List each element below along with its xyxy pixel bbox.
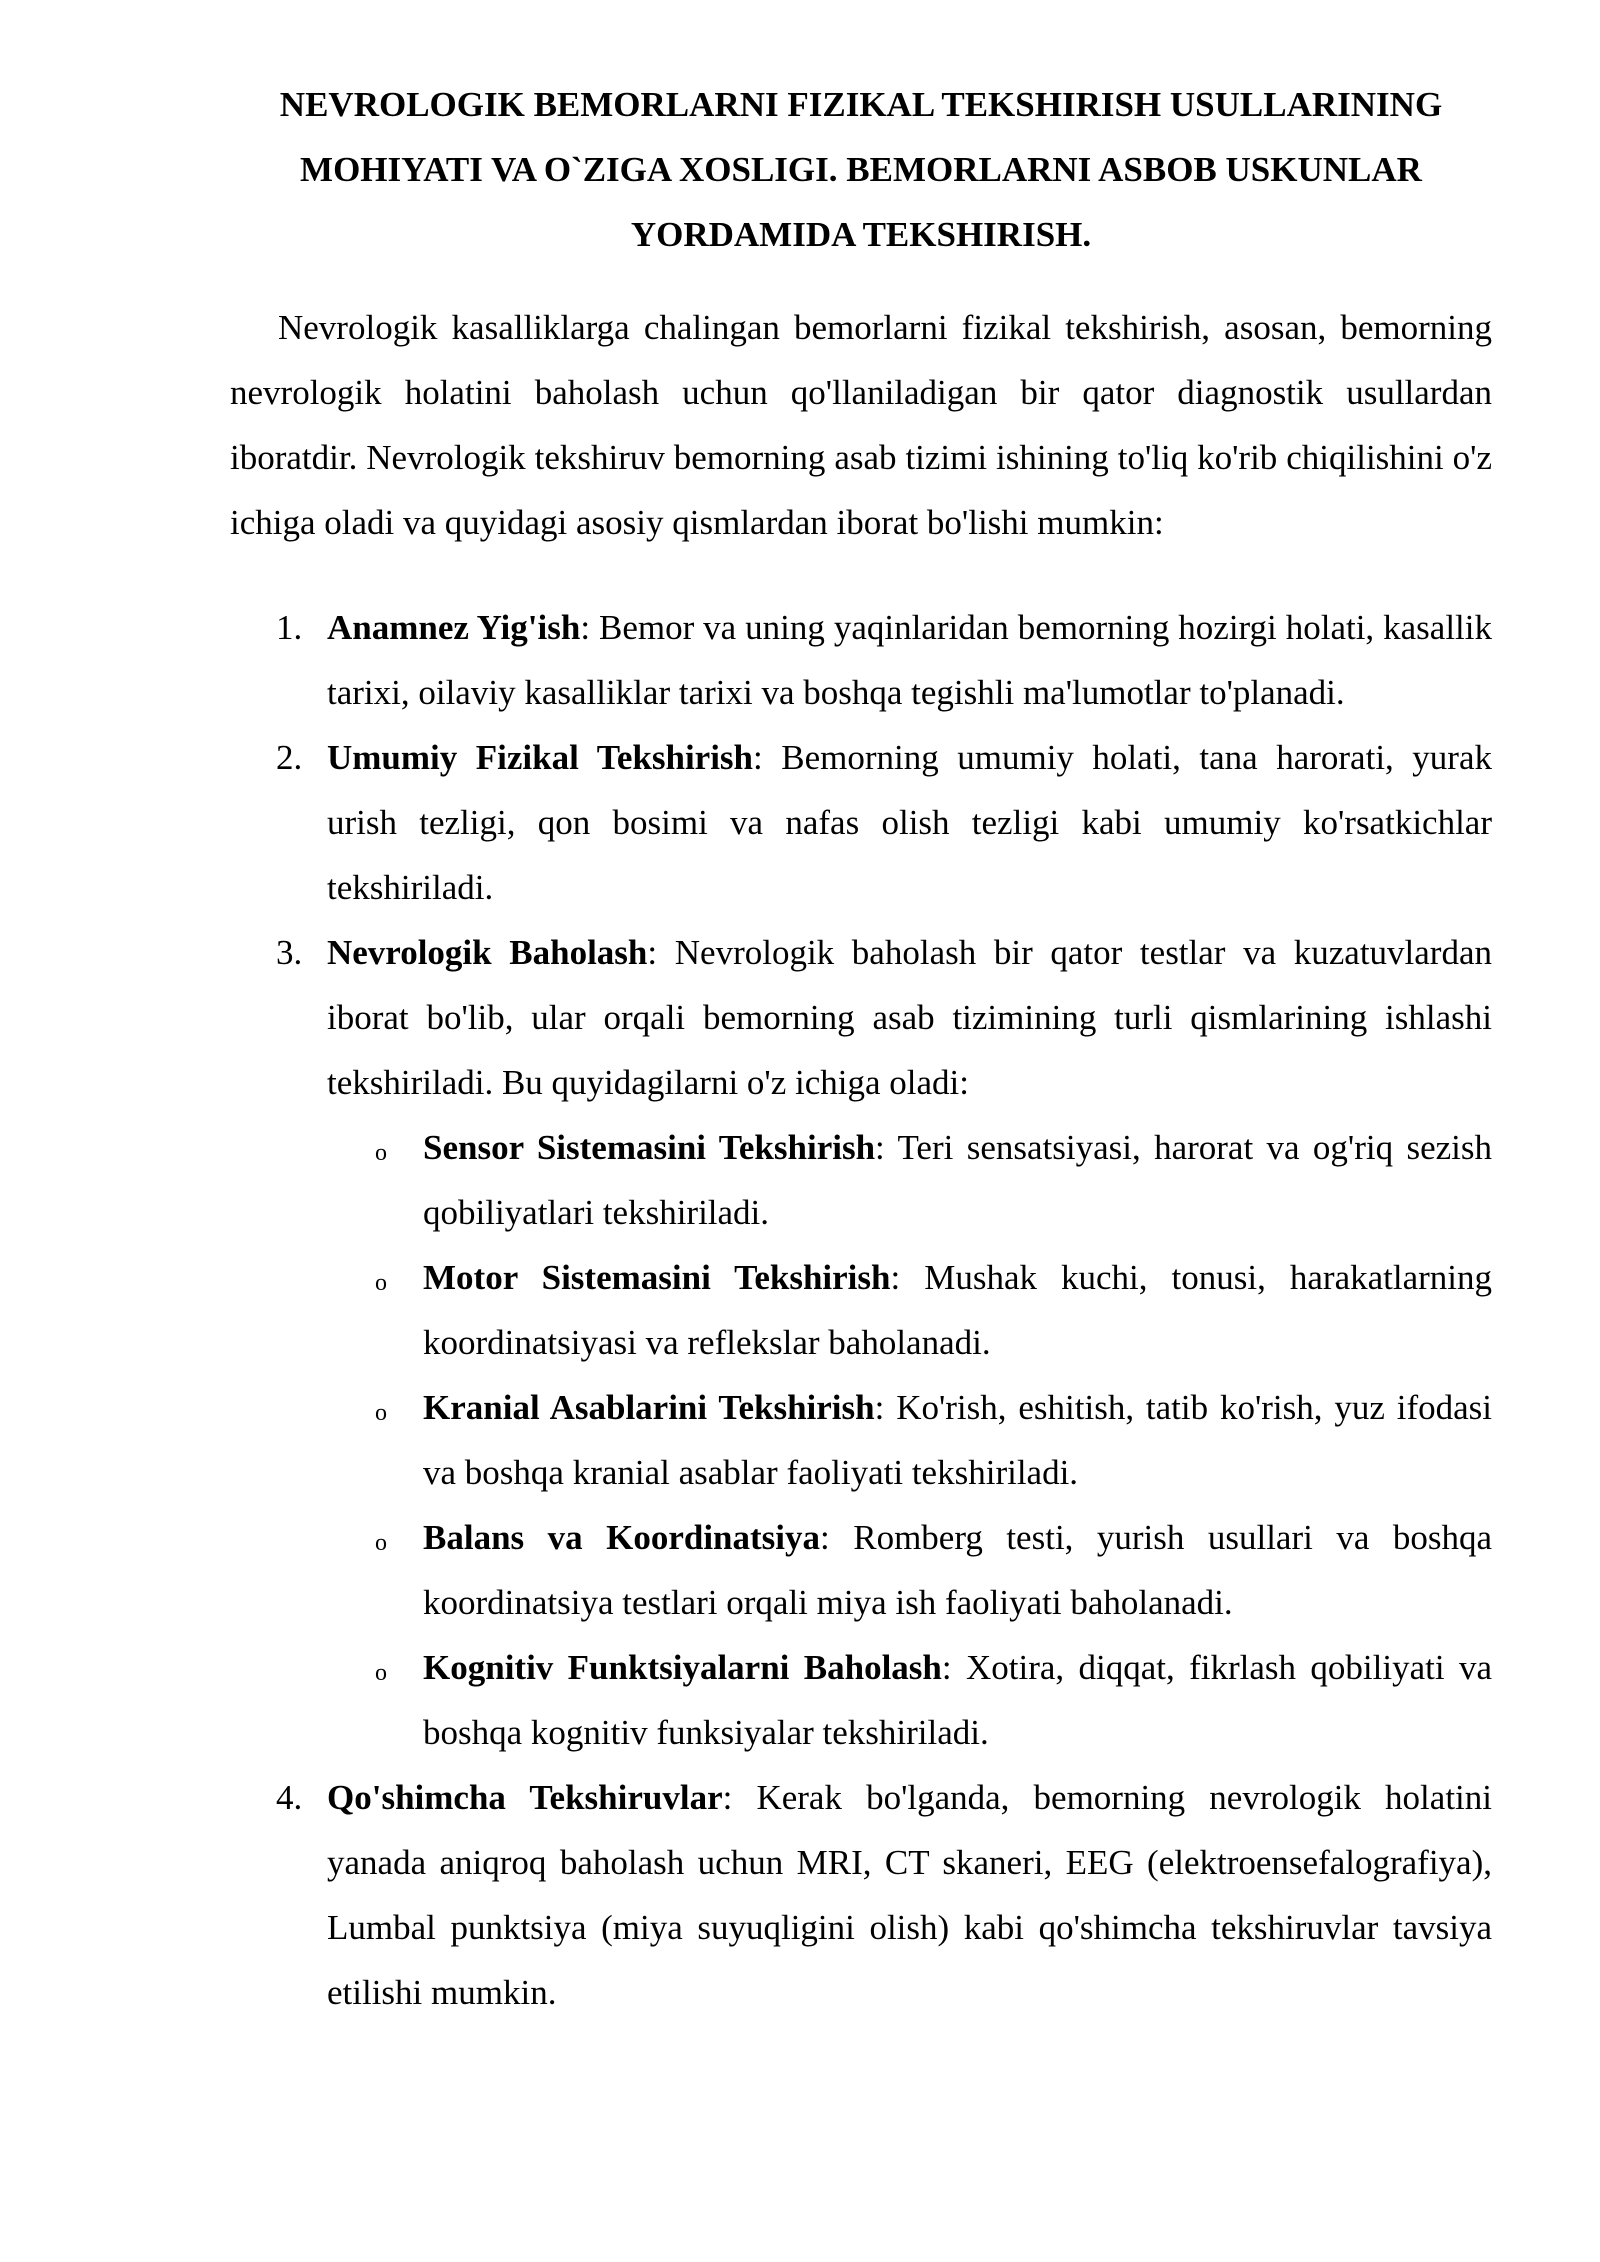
numbered-list <box>230 595 1492 2025</box>
sub-list-item <box>327 1245 1492 1375</box>
document-page <box>230 72 1492 2025</box>
sub-item-term: Kognitiv Funktsiyalarni Baholash <box>423 1648 942 1687</box>
bullet-icon: o <box>375 1660 387 1686</box>
intro-paragraph: Nevrologik kasalliklarga chalingan bemorlarni fizikal tekshirish, asosan, bemorning nevrologik holatini baholash uchun qo'llaniladigan bir qator diagnostik usullardan iboratdir. Nevrologik tekshiruv bemorning asab tizimi ishining to'liq ko'rib chiqilishini o'z ichiga oladi va quyidagi asosiy qismlardan iborat bo'lishi mumkin: <box>230 308 1492 542</box>
document-title: NEVROLOGIK BEMORLARNI FIZIKAL TEKSHIRISH USULLARINING MOHIYATI VA O`ZIGA XOSLIGI. BEMORLARNI ASBOB USKUNLAR YORDAMIDA TEKSHIRISH. <box>279 85 1443 254</box>
list-item-term: Qo'shimcha Tekshiruvlar <box>327 1778 723 1817</box>
sub-list-item <box>327 1115 1492 1245</box>
list-item <box>230 595 1492 725</box>
sub-item-text: : Xotira, diqqat, fikrlash qobiliyati va boshqa kognitiv funksiyalar tekshiriladi. <box>423 1648 1492 1752</box>
bullet-icon: o <box>375 1530 387 1556</box>
sub-item-text: : Romberg testi, yurish usullari va boshqa koordinatsiya testlari orqali miya ish faoliyati baholanadi. <box>423 1518 1492 1622</box>
bullet-icon: o <box>375 1270 387 1296</box>
list-item-term: Nevrologik Baholash <box>327 933 648 972</box>
sub-item-term: Sensor Sistemasini Tekshirish <box>423 1128 876 1167</box>
list-item-number: 2. <box>276 738 303 777</box>
bullet-icon: o <box>375 1140 387 1166</box>
bullet-icon: o <box>375 1400 387 1426</box>
list-item-text: : Nevrologik baholash bir qator testlar va kuzatuvlardan iborat bo'lib, ular orqali bemorning asab tizimining turli qismlarining ishlashi tekshiriladi. Bu quyidagilarni o'z ichiga oladi: <box>327 933 1493 1102</box>
list-item-term: Anamnez Yig'ish <box>327 608 581 647</box>
sub-item-term: Balans va Koordinatsiya <box>423 1518 821 1557</box>
sub-item-text: : Ko'rish, eshitish, tatib ko'rish, yuz ifodasi va boshqa kranial asablar faoliyati tekshiriladi. <box>423 1388 1492 1492</box>
sub-list-item <box>327 1635 1492 1765</box>
list-item-term: Umumiy Fizikal Tekshirish <box>327 738 754 777</box>
list-item-text: : Bemorning umumiy holati, tana harorati, yurak urish tezligi, qon bosimi va nafas olish tezligi kabi umumiy ko'rsatkichlar tekshiriladi. <box>327 738 1492 907</box>
list-item-number: 4. <box>276 1778 303 1817</box>
sub-item-text: : Mushak kuchi, tonusi, harakatlarning koordinatsiyasi va reflekslar baholanadi. <box>423 1258 1493 1362</box>
list-item-number: 1. <box>276 608 303 647</box>
sub-list-item <box>327 1375 1492 1505</box>
sub-item-text: : Teri sensatsiyasi, harorat va og'riq sezish qobiliyatlari tekshiriladi. <box>423 1128 1492 1232</box>
list-item-text: : Kerak bo'lganda, bemorning nevrologik holatini yanada aniqroq baholash uchun MRI, CT skaneri, EEG (elektroensefalografiya), Lumbal punktsiya (miya suyuqligini olish) kabi qo'shimcha tekshiruvlar tavsiya etilishi mumkin. <box>327 1778 1492 2012</box>
sub-item-term: Motor Sistemasini Tekshirish <box>423 1258 891 1297</box>
list-item-text: : Bemor va uning yaqinlaridan bemorning hozirgi holati, kasallik tarixi, oilaviy kasalliklar tarixi va boshqa tegishli ma'lumotlar to'planadi. <box>327 608 1492 712</box>
sub-list <box>327 1115 1492 1765</box>
sub-item-term: Kranial Asablarini Tekshirish <box>423 1388 875 1427</box>
list-item <box>230 725 1492 920</box>
list-item <box>230 920 1492 1765</box>
list-item <box>230 1765 1492 2025</box>
sub-list-item <box>327 1505 1492 1635</box>
list-item-number: 3. <box>276 933 303 972</box>
